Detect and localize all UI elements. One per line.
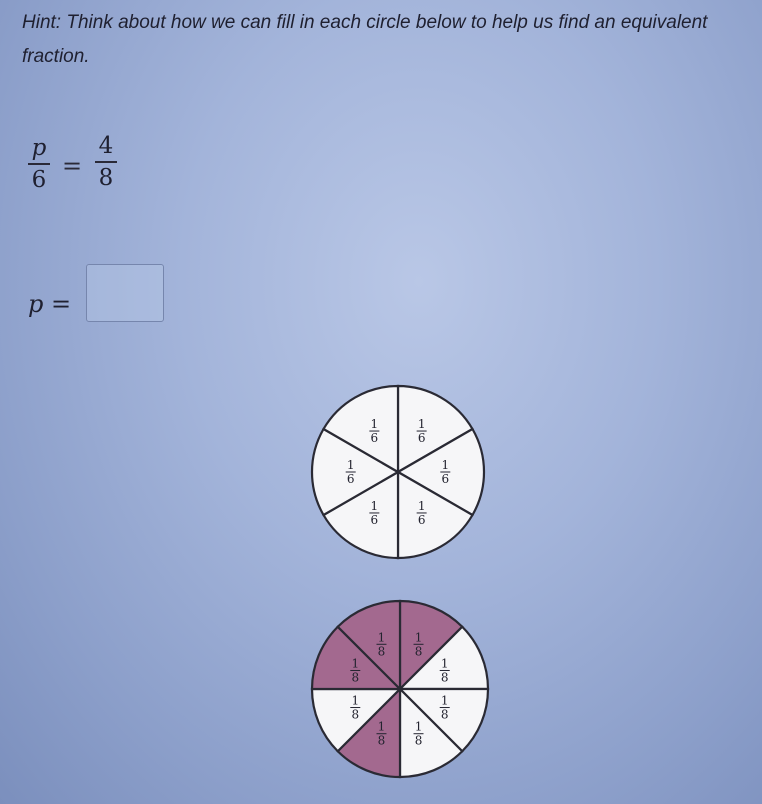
slice-fraction-label bbox=[417, 499, 427, 527]
slice-denominator: 8 bbox=[351, 707, 360, 722]
slice-numerator: 1 bbox=[440, 693, 449, 708]
slice-fraction-label bbox=[369, 417, 379, 445]
slice-numerator: 1 bbox=[417, 498, 426, 513]
slice-fraction-label bbox=[376, 630, 386, 658]
slice-denominator: 6 bbox=[417, 512, 426, 527]
slice-denominator: 8 bbox=[414, 733, 423, 748]
slice-denominator: 8 bbox=[351, 670, 360, 685]
equals-sign: = bbox=[62, 152, 83, 180]
fraction-denominator: 8 bbox=[98, 165, 114, 191]
slice-numerator: 1 bbox=[346, 458, 355, 472]
slice-fraction-label bbox=[440, 458, 450, 486]
fraction-denominator: 6 bbox=[31, 167, 47, 193]
slice-numerator: 1 bbox=[370, 417, 379, 432]
slice-fraction-label bbox=[376, 720, 386, 748]
slice-numerator: 1 bbox=[370, 498, 379, 513]
slice-denominator: 6 bbox=[441, 472, 450, 486]
slice-fraction-label bbox=[350, 694, 360, 722]
slice-numerator: 1 bbox=[441, 458, 450, 472]
slice-numerator: 1 bbox=[351, 693, 360, 708]
slice-numerator: 1 bbox=[351, 656, 360, 671]
fraction-numerator: 4 bbox=[98, 133, 114, 159]
fraction-numerator: p bbox=[31, 135, 47, 161]
fraction-p-over-6 bbox=[28, 135, 50, 193]
answer-input[interactable] bbox=[86, 264, 164, 322]
slice-numerator: 1 bbox=[414, 630, 423, 645]
slice-fraction-label bbox=[369, 499, 379, 527]
fraction-4-over-8 bbox=[95, 133, 117, 191]
slice-denominator: 8 bbox=[440, 707, 449, 722]
fraction-bar bbox=[28, 163, 50, 165]
slice-numerator: 1 bbox=[440, 656, 449, 671]
fraction-bar bbox=[95, 161, 117, 163]
slice-denominator: 8 bbox=[414, 644, 423, 659]
slice-fraction-label bbox=[350, 656, 360, 684]
slice-fraction-label bbox=[414, 630, 424, 658]
slice-numerator: 1 bbox=[377, 719, 386, 734]
eighths-circle[interactable] bbox=[310, 599, 490, 779]
slice-fraction-label bbox=[417, 417, 427, 445]
slice-fraction-label bbox=[440, 694, 450, 722]
slice-fraction-label bbox=[414, 720, 424, 748]
slice-numerator: 1 bbox=[417, 417, 426, 432]
slice-denominator: 6 bbox=[370, 431, 379, 446]
slice-fraction-label bbox=[440, 656, 450, 684]
slice-fraction-label bbox=[346, 458, 356, 486]
sixths-circle[interactable] bbox=[310, 384, 486, 560]
slice-denominator: 6 bbox=[370, 512, 379, 527]
answer-label: p = bbox=[28, 290, 72, 318]
hint-text: Hint: Think about how we can fill in each circle below to help us find an equivalent fraction. bbox=[22, 12, 708, 67]
slice-denominator: 8 bbox=[440, 670, 449, 685]
slice-numerator: 1 bbox=[377, 630, 386, 645]
slice-denominator: 8 bbox=[377, 644, 386, 659]
slice-denominator: 6 bbox=[346, 472, 355, 486]
slice-denominator: 8 bbox=[377, 733, 386, 748]
slice-denominator: 6 bbox=[417, 431, 426, 446]
slice-numerator: 1 bbox=[414, 719, 423, 734]
